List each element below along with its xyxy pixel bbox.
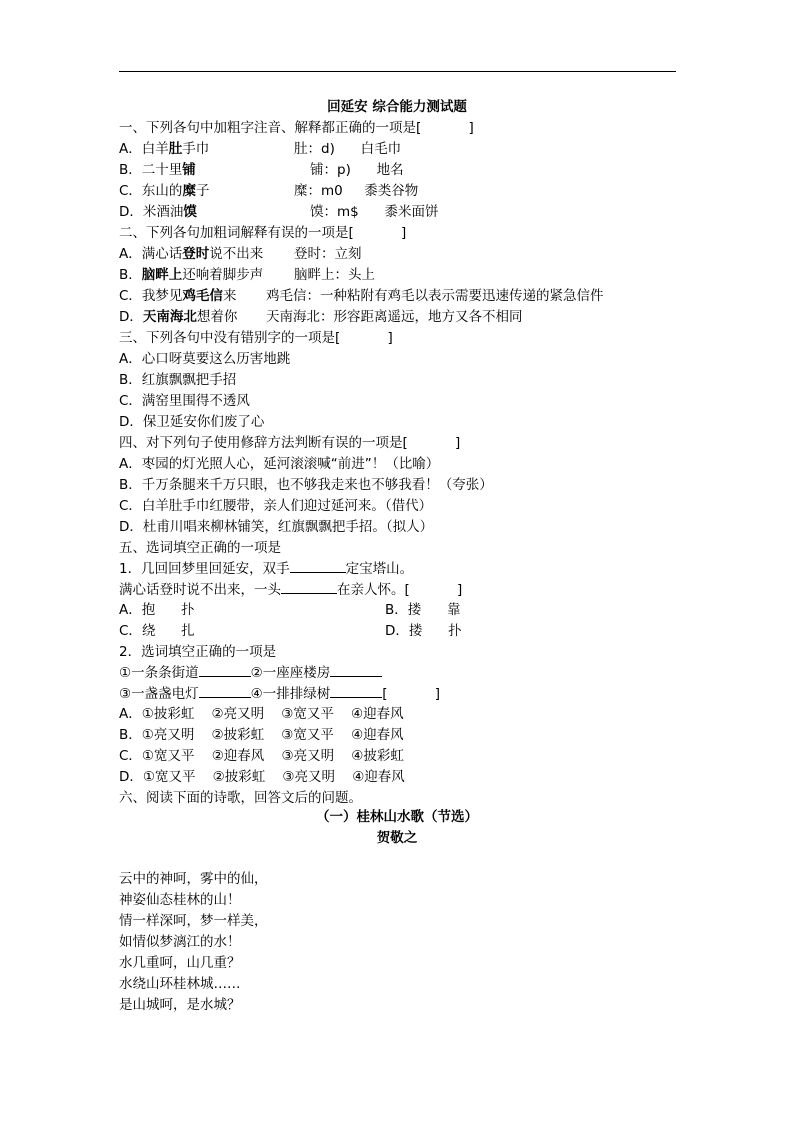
poem-line: 云中的神呵，雾中的仙， [119, 871, 268, 887]
header-rule [119, 71, 676, 72]
q2-option-a: A．满心话登时说不出来 [119, 246, 264, 262]
q5-s2-choice: C．①宽又平 ②迎春风 ③亮又明 ④披彩虹 [119, 748, 404, 764]
fill-blank [330, 663, 382, 677]
q1-option-b: B．二十里铺 [119, 162, 196, 178]
q2-option-b-note: 脑畔上：头上 [294, 267, 375, 283]
poem-line: 水绕山环桂林城…… [119, 976, 241, 992]
q3-option: C．满窑里围得不透风 [119, 393, 250, 409]
fill-blank [290, 559, 346, 573]
q1-option-a-note: 肚：d) 白毛巾 [294, 141, 402, 157]
q5-s2-choice: D．①宽又平 ②披彩虹 ③亮又明 ④迎春风 [119, 769, 405, 785]
fill-blank [330, 684, 382, 698]
q2-option-a-note: 登时：立刻 [294, 246, 362, 262]
q3-option: A．心口呀莫要这么历害地跳 [119, 351, 291, 367]
q5-s2-choice: A．①披彩虹 ②亮又明 ③宽又平 ④迎春风 [119, 706, 404, 722]
q3-stem: 三、下列各句中没有错别字的一项是[ ] [119, 330, 393, 346]
q1-option-d-note: 馍：m$ 黍米面饼 [310, 204, 439, 220]
poem-line: 是山城呵，是水城？ [119, 997, 241, 1013]
q2-option-d: D．天南海北想着你 [119, 309, 238, 325]
poem-line: 情一样深呵，梦一样美， [119, 913, 268, 929]
q1-option-b-note: 铺：p) 地名 [310, 162, 404, 178]
q1-stem: 一、下列各句中加粗字注音、解释都正确的一项是[ ] [119, 120, 474, 136]
q1-option-d: D．米酒油馍 [119, 204, 197, 220]
poem-line: 如情似梦漓江的水！ [119, 934, 241, 950]
q1-option-c-note: 糜：m0 黍类谷物 [294, 183, 419, 199]
q4-option: C．白羊肚手巾红腰带，亲人们迎过延河来。（借代） [119, 498, 433, 514]
q6-stem: 六、阅读下面的诗歌，回答文后的问题。 [119, 790, 362, 806]
q1-option-c: C．东山的糜子 [119, 183, 210, 199]
q5-s1-line2: 满心话登时说不出来，一头 在亲人怀。[ ] [119, 582, 463, 598]
poem-title: （一）桂林山水歌（节选） [316, 809, 478, 825]
q5-s1-option-b: B．搂 靠 [385, 602, 461, 618]
poem-line: 神姿仙态桂林的山！ [119, 892, 241, 908]
fill-blank [199, 663, 251, 677]
fill-blank [281, 580, 337, 594]
q5-s1-option-c: C．绕 扎 [119, 623, 195, 639]
q2-option-c-note: 鸡毛信：一种粘附有鸡毛以表示需要迅速传递的紧急信件 [266, 288, 604, 304]
q3-option: D．保卫延安你们废了心 [119, 414, 265, 430]
q4-option: A．枣园的灯光照人心，延河滚滚喊“前进”！（比喻） [119, 456, 440, 472]
q3-option: B．红旗飘飘把手招 [119, 372, 237, 388]
q5-stem: 五、选词填空正确的一项是 [119, 540, 281, 556]
q2-option-b: B．脑畔上还响着脚步声 [119, 267, 264, 283]
q5-s2-stem: 2．选词填空正确的一项是 [119, 644, 277, 660]
q5-s1-option-d: D．搂 扑 [385, 623, 462, 639]
fill-blank [199, 684, 251, 698]
q4-option: B．千万条腿来千万只眼，也不够我走来也不够我看！（夸张） [119, 477, 493, 493]
q5-s2-line2: ③一盏盏电灯 ④一排排绿树 [ ] [119, 686, 440, 702]
poem-author: 贺敬之 [376, 830, 418, 846]
q4-stem: 四、对下列句子使用修辞方法判断有误的一项是[ ] [119, 435, 461, 451]
q1-option-a: A．白羊肚手巾 [119, 141, 210, 157]
q4-option: D．杜甫川唱来柳林铺笑，红旗飘飘把手招。（拟人） [119, 519, 434, 535]
page-title: 回延安 综合能力测试题 [327, 99, 467, 115]
poem-line: 水几重呵，山几重？ [119, 955, 241, 971]
q2-stem: 二、下列各句加粗词解释有误的一项是[ ] [119, 225, 407, 241]
q5-s1-option-a: A．抱 扑 [119, 602, 195, 618]
q2-option-c: C．我梦见鸡毛信来 [119, 288, 237, 304]
q2-option-d-note: 天南海北：形容距离遥远，地方又各不相同 [266, 309, 523, 325]
q5-s1-line1: 1．几回回梦里回延安，双手 定宝塔山。 [119, 561, 414, 577]
q5-s2-choice: B．①亮又明 ②披彩虹 ③宽又平 ④迎春风 [119, 727, 404, 743]
q5-s2-line1: ①一条条街道 ②一座座楼房 [119, 663, 382, 682]
